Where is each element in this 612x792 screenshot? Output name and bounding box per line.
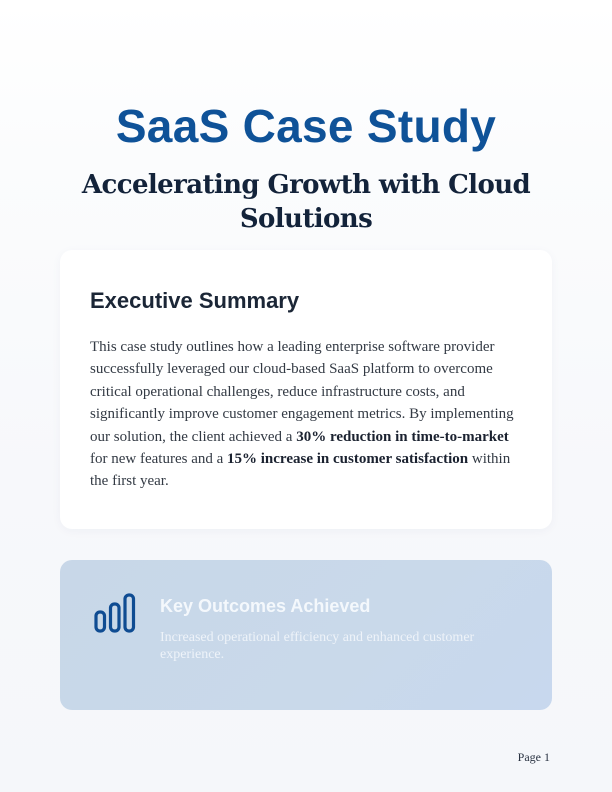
key-outcomes-heading: Key Outcomes Achieved xyxy=(160,596,371,616)
bar-chart-icon xyxy=(94,593,136,635)
summary-text: for new features and a xyxy=(90,451,228,468)
page-number: Page 1 xyxy=(517,750,550,764)
executive-summary-body xyxy=(90,336,522,493)
summary-text: within the first year. xyxy=(90,451,511,490)
document-subtitle: Accelerating Growth with Cloud Solutions xyxy=(81,170,531,234)
executive-summary-heading: Executive Summary xyxy=(90,288,300,313)
key-outcomes-card xyxy=(60,560,552,710)
highlight-time-to-market: 30% reduction in time-to-market xyxy=(296,428,509,445)
executive-summary-card xyxy=(60,250,552,529)
document-title: SaaS Case Study xyxy=(115,100,497,152)
highlight-customer-satisfaction: 15% increase in customer satisfaction xyxy=(227,451,469,468)
key-outcomes-description: Increased operational efficiency and enhanced customer experience. xyxy=(160,630,475,662)
summary-text: This case study outlines how a leading enterprise software provider successfully leveraged our cloud-based SaaS platform to overcome critical operational challenges, reduce infrastructure costs, and significantly improve customer engagement metrics. By implementing our solution, the client achieved a xyxy=(90,339,514,445)
